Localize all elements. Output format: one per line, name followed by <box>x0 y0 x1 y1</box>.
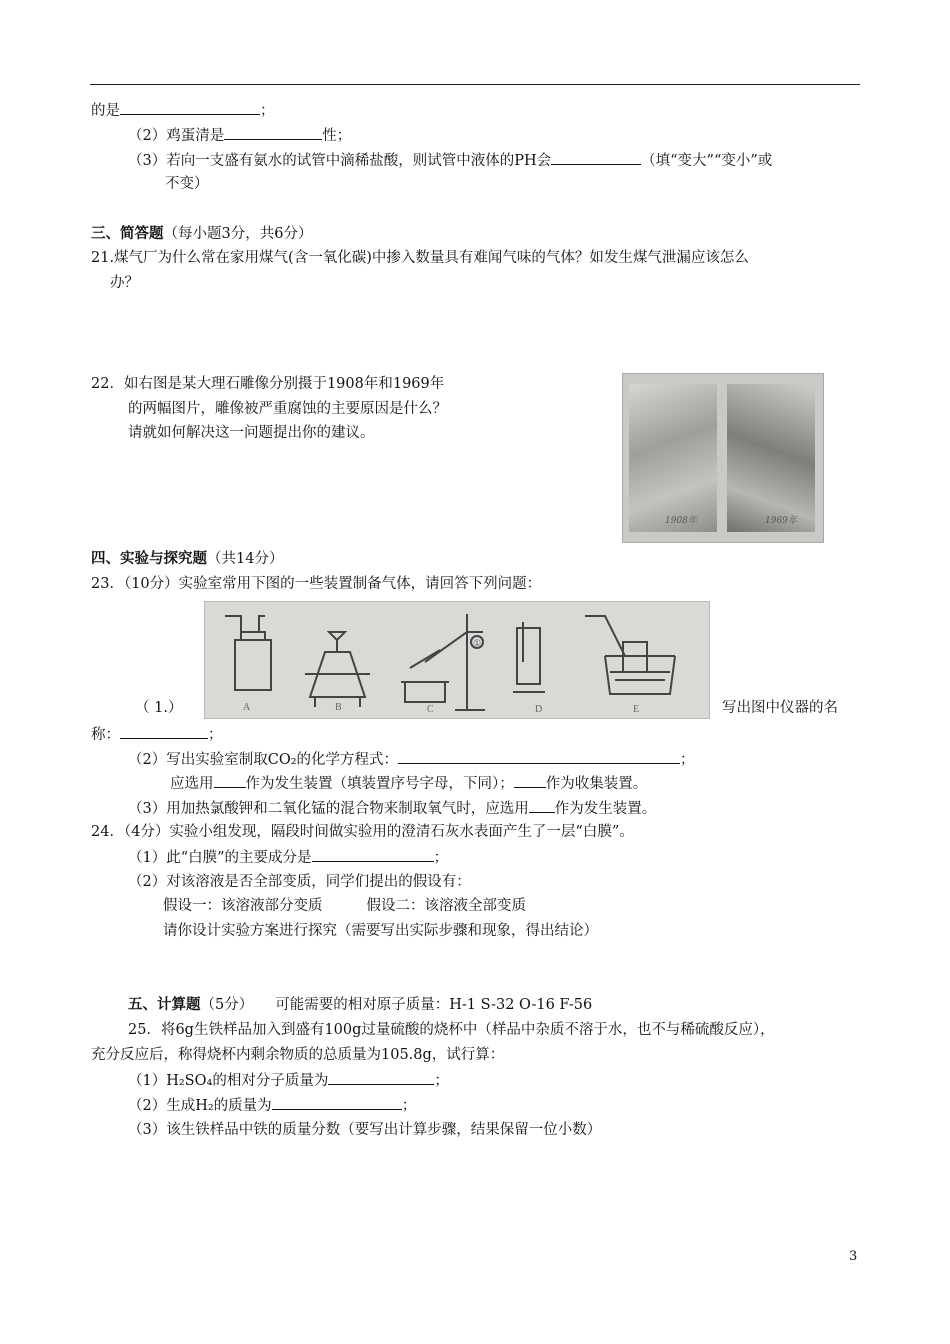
text: ； <box>401 1098 417 1114</box>
answer-blank[interactable] <box>214 773 246 788</box>
apparatus-label-a: A <box>243 702 251 713</box>
section-3-heading <box>91 224 312 244</box>
q25-line-1: 25．将6g生铁样品加入到盛有100g过量硫酸的烧杯中（样品中杂质不溶于水，也不与稀硫酸反应）， <box>128 1022 775 1038</box>
text: 作为发生装置（填装置序号字母，下同）； <box>245 776 514 792</box>
apparatus-label-c: C <box>427 704 434 715</box>
answer-blank[interactable] <box>120 100 260 115</box>
text: 称： <box>91 727 120 743</box>
q24-part-2: （2）对该溶液是否全部变质，同学们提出的假设有： <box>128 874 471 890</box>
section-4-heading <box>91 549 283 569</box>
q23-line-1: 23．（10分）实验室常用下图的一些装置制备气体，请回答下列问题： <box>91 576 542 592</box>
answer-blank[interactable] <box>398 749 680 764</box>
q24-hypotheses <box>163 896 526 916</box>
section-note: （每小题3分，共6分） <box>163 226 313 242</box>
text: ； <box>680 752 695 768</box>
photo-1908 <box>629 384 717 532</box>
q23-part-3 <box>128 798 656 819</box>
answer-blank[interactable] <box>551 150 641 165</box>
text: ； <box>208 727 223 743</box>
line-4: 不变） <box>165 176 209 192</box>
q21-line-1: 21.煤气厂为什么常在家用煤气(含一氧化碳)中掺入数量具有难闻气味的气体？如发生煤气泄漏应该怎么 <box>91 250 749 266</box>
section-note: （5分） <box>200 997 254 1013</box>
section-5-heading <box>128 995 592 1015</box>
section-title: 五、计算题 <box>128 996 201 1013</box>
text: （2）写出实验室制取CO₂的化学方程式： <box>128 752 399 768</box>
apparatus-drawing <box>205 602 709 718</box>
apparatus-label-b: B <box>335 702 342 713</box>
text: ； <box>260 103 275 119</box>
text: ； <box>434 1073 449 1089</box>
text: 性； <box>322 128 352 144</box>
q25-part-2 <box>128 1095 416 1116</box>
apparatus-label-e: E <box>633 704 640 715</box>
text: 作为发生装置。 <box>554 801 657 817</box>
answer-blank[interactable] <box>328 1070 434 1085</box>
q22-line-3: 请就如何解决这一问题提出你的建议。 <box>128 425 375 441</box>
hypothesis-1: 假设一：该溶液部分变质 <box>163 898 323 914</box>
answer-blank[interactable] <box>312 847 434 862</box>
text: （3）用加热氯酸钾和二氧化锰的混合物来制取氧气时，应选用 <box>128 801 529 817</box>
photo-1969 <box>727 384 815 532</box>
text: （3）若向一支盛有氨水的试管中滴稀盐酸，则试管中液体的PH会 <box>128 153 552 169</box>
q25-line-2: 充分反应后，称得烧杯内剩余物质的总质量为105.8g，试行算： <box>91 1047 505 1063</box>
text: 的是 <box>91 103 120 119</box>
q22-line-1: 22．如右图是某大理石雕像分别摄于1908年和1969年 <box>91 376 445 392</box>
line-2 <box>128 125 351 146</box>
apparatus-marker: ① <box>473 638 482 648</box>
header-rule <box>90 84 860 85</box>
answer-blank[interactable] <box>529 798 555 813</box>
q24-line-1: 24．（4分）实验小组发现，隔段时间做实验用的澄清石灰水表面产生了一层“白膜”。 <box>91 824 634 840</box>
q24-part-3: 请你设计实验方案进行探究（需要写出实际步骤和现象，得出结论） <box>163 923 598 939</box>
text: （2）生成H₂的质量为 <box>128 1098 272 1114</box>
q25-part-3: （3）该生铁样品中铁的质量分数（要写出计算步骤，结果保留一位小数） <box>128 1122 602 1138</box>
photo-caption-left: 1908年 <box>665 516 697 526</box>
q21-line-2: 办？ <box>110 275 139 291</box>
line-3 <box>128 150 772 171</box>
q23-part-2b <box>170 773 647 794</box>
text: （填“变大”“变小”或 <box>641 153 773 169</box>
line-1 <box>91 100 275 121</box>
apparatus-figure <box>204 601 710 719</box>
q23-part-1-cont <box>91 724 223 745</box>
q23-part-1-left: （ 1.） <box>135 700 183 716</box>
text: 作为收集装置。 <box>545 776 648 792</box>
text: （2）鸡蛋清是 <box>128 128 225 144</box>
q23-part-1-right: 写出图中仪器的名 <box>722 700 838 716</box>
q24-part-1 <box>128 847 448 868</box>
page-number: 3 <box>849 1249 858 1264</box>
q22-line-2: 的两幅图片，雕像被严重腐蚀的主要原因是什么？ <box>128 401 447 417</box>
q23-part-2 <box>128 749 695 770</box>
apparatus-label-d: D <box>535 704 543 715</box>
section-note: （共14分） <box>207 551 284 567</box>
hypothesis-2: 假设二：该溶液全部变质 <box>366 898 526 914</box>
atomic-masses: 可能需要的相对原子质量：H-1 S-32 O-16 F-56 <box>275 997 593 1013</box>
answer-blank[interactable] <box>514 773 546 788</box>
photo-caption-right: 1969年 <box>765 516 797 526</box>
section-title: 三、简答题 <box>91 225 164 242</box>
answer-blank[interactable] <box>224 125 322 140</box>
text: （1）H₂SO₄的相对分子质量为 <box>128 1073 329 1089</box>
text: 应选用 <box>170 776 214 792</box>
statue-photos <box>622 373 824 543</box>
text: （1）此“白膜”的主要成分是 <box>128 850 312 866</box>
answer-blank[interactable] <box>120 724 208 739</box>
text: ； <box>433 850 449 866</box>
q25-part-1 <box>128 1070 449 1091</box>
answer-blank[interactable] <box>272 1095 402 1110</box>
section-title: 四、实验与探究题 <box>91 550 207 567</box>
